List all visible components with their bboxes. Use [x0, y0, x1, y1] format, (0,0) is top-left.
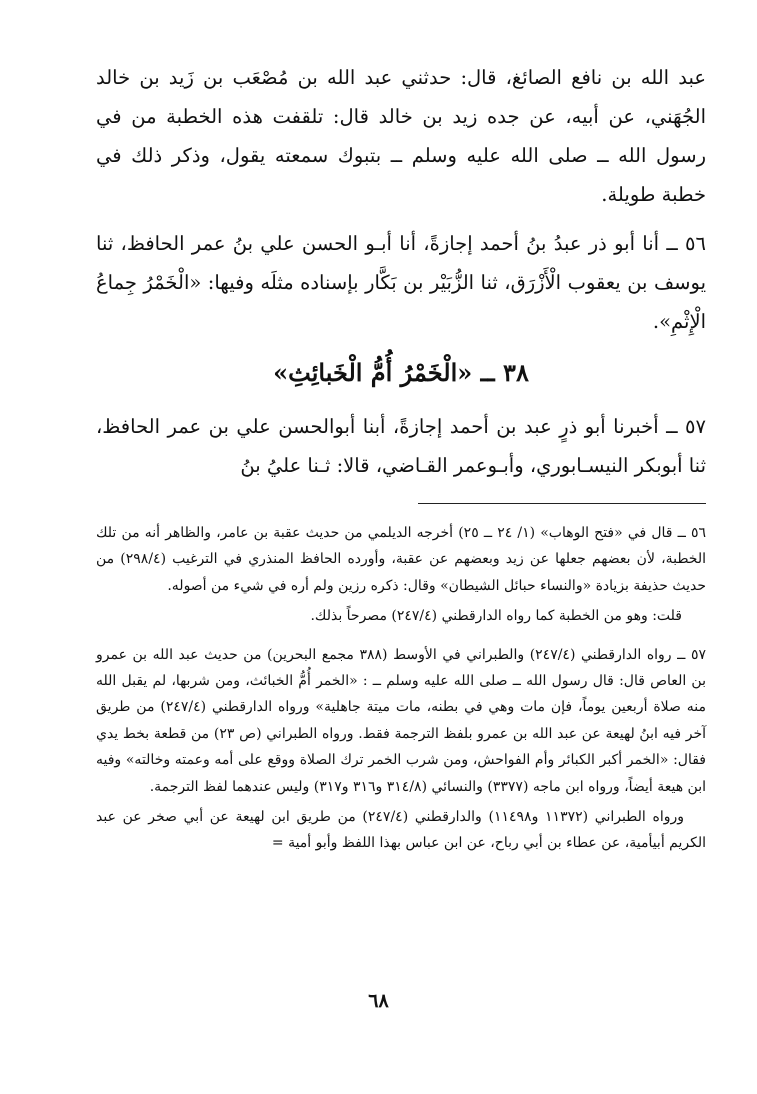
section-heading: ٣٨ ــ «الْخَمْرُ أُمُّ الْخَبائِثِ»: [273, 358, 529, 387]
paragraph-56: ٥٦ ــ أنا أبو ذر عبدُ بنُ أحمد إجازةً، أنا أبـو الحسن علي بنُ عمر الحافظ، ثنا يوسف بن يعقوب الْأَزْرَق، ثنا الزُّبَيْر بن بَكَّار بإسناده مثلَه وفيها: «الْخَمْرُ جِماعُ الْإِثْمِ».: [96, 232, 706, 333]
paragraph-1: عبد الله بن نافع الصائغ، قال: حدثني عبد الله بن مُصْعَب بن زَيد بن خالد الجُهَني، عن أبيه، عن جده زيد بن خالد قال: تلقفت هذه الخطبة من في رسول الله ــ صلى الله عليه وسلم ــ بتبوك سمعته يقول، وذكر ذلك في خطبة طويلة.: [96, 66, 706, 206]
footnote-56-remark: قلت: وهو من الخطبة كما رواه الدارقطني (٢٤٧/٤) مصرحاً بذلك.: [310, 608, 682, 625]
footnote-divider: [418, 503, 706, 504]
main-text: [96, 58, 706, 485]
book-page: [96, 58, 706, 1068]
paragraph-57: ٥٧ ــ أخبرنا أبو ذرٍ عبد بن أحمد إجازةً، أبنا أبوالحسن علي بن عمر الحافظ، ثنا أبوبكر النيسـابوري، وأبـوعمر القـاضي، قالا: ثـنا عليُ بنُ: [96, 415, 706, 477]
page-number: ٦٨: [368, 990, 389, 1012]
footnote-56: ٥٦ ــ قال في «فتح الوهاب» (١/ ٢٤ ــ ٢٥) أخرجه الديلمي من حديث عقبة بن عامر، والظاهر أنه من تلك الخطبة، لأن بعضهم جعلها عن زيد وبعضهم عن عقبة، وأورده الحافظ المنذري في الترغيب (٢٩٨/٤) من حديث حذيفة بزيادة «والنساء حبائل الشيطان» وقال: ذكره رزين ولم أره في شيء من أصوله.: [96, 525, 706, 594]
footnotes: [96, 520, 706, 857]
footnote-57-continued: ورواه الطبراني (١١٣٧٢ و١١٤٩٨) والدارقطني (٢٤٧/٤) من طريق ابن لهيعة عن أبي صخر عن عبد الكريم أبيأمية، عن عطاء بن أبي رباح، عن ابن عباس بهذا اللفظ وأبو أمية =: [96, 809, 706, 852]
footnote-57: ٥٧ ــ رواه الدارقطني (٢٤٧/٤) والطبراني في الأوسط (٣٨٨ مجمع البحرين) من حديث عبد الله بن عمرو بن العاص قال: قال رسول الله ــ صلى الله عليه وسلم ــ : «الخمر أُمُّ الخبائث، ومن شربها، لم يقبل الله منه صلاة أربعين يوماً، فإن مات وهي في بطنه، مات ميتة جاهلية» ورواه الدارقطني (٢٤٧/٤) من طريق آخر فيه ابنُ لهيعة عن عبد الله بن عمرو بلفظ الترجمة فقط. ورواه الطبراني (ص ٢٣) من قطعة بخط يدي فقال: «الخمر أكبر الكبائر وأم الفواحش، ومن شرب الخمر ترك الصلاة ووقع على أمه وعمته وخالته» وفيه ابن هيعة أيضاً، ورواه ابن ماجه (٣٣٧٧) والنسائي (٣١٤/٨ و٣١٦ و٣١٧) وليس عندهما لفظ الترجمة.: [96, 646, 707, 795]
